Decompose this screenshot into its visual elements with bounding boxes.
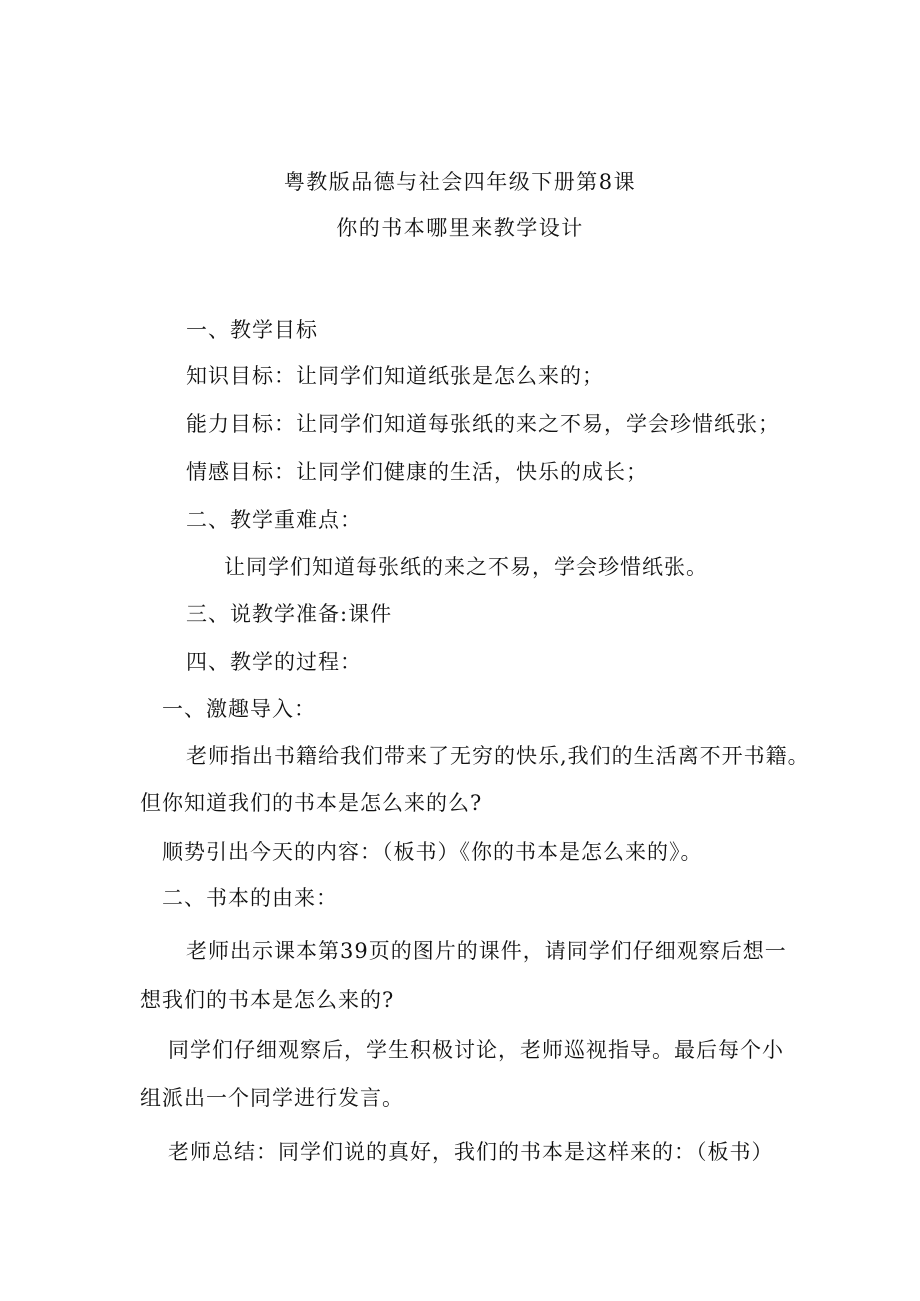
emotion-goal: 情感目标：让同学们健康的生活，快乐的成长； xyxy=(186,460,648,484)
origin-paragraph-line2: 想我们的书本是怎么来的? xyxy=(140,988,395,1012)
summary-paragraph: 老师总结：同学们说的真好，我们的书本是这样来的：（板书） xyxy=(168,1140,774,1164)
origin-paragraph-line1: 老师出示课本第39页的图片的课件，请同学们仔细观察后想一 xyxy=(186,939,787,963)
key-points-text: 让同学们知道每张纸的来之不易，学会珍惜纸张。 xyxy=(224,555,708,579)
heading-teaching-process: 四、教学的过程： xyxy=(186,650,362,674)
ability-goal: 能力目标：让同学们知道每张纸的来之不易，学会珍惜纸张； xyxy=(186,412,780,436)
heading-key-points: 二、教学重难点： xyxy=(186,508,362,532)
heading-teaching-goals: 一、教学目标 xyxy=(186,318,318,342)
lead-in-paragraph: 顺势引出今天的内容：（板书）《你的书本是怎么来的》。 xyxy=(162,840,703,864)
heading-preparation: 三、说教学准备:课件 xyxy=(186,602,393,626)
knowledge-goal: 知识目标：让同学们知道纸张是怎么来的； xyxy=(186,364,604,388)
discussion-paragraph-line1: 同学们仔细观察后，学生积极讨论，老师巡视指导。最后每个小 xyxy=(168,1038,784,1062)
intro-paragraph-line1: 老师指出书籍给我们带来了无穷的快乐,我们的生活离不开书籍。 xyxy=(186,744,810,768)
document-title-line1: 粤教版品德与社会四年级下册第8课 xyxy=(283,170,637,194)
heading-book-origin: 二、书本的由来： xyxy=(162,886,338,910)
discussion-paragraph-line2: 组派出一个同学进行发言。 xyxy=(140,1086,404,1110)
document-title-line2: 你的书本哪里来教学设计 xyxy=(336,216,584,240)
intro-paragraph-line2: 但你知道我们的书本是怎么来的么? xyxy=(140,791,483,815)
heading-introduction: 一、激趣导入： xyxy=(162,697,316,721)
